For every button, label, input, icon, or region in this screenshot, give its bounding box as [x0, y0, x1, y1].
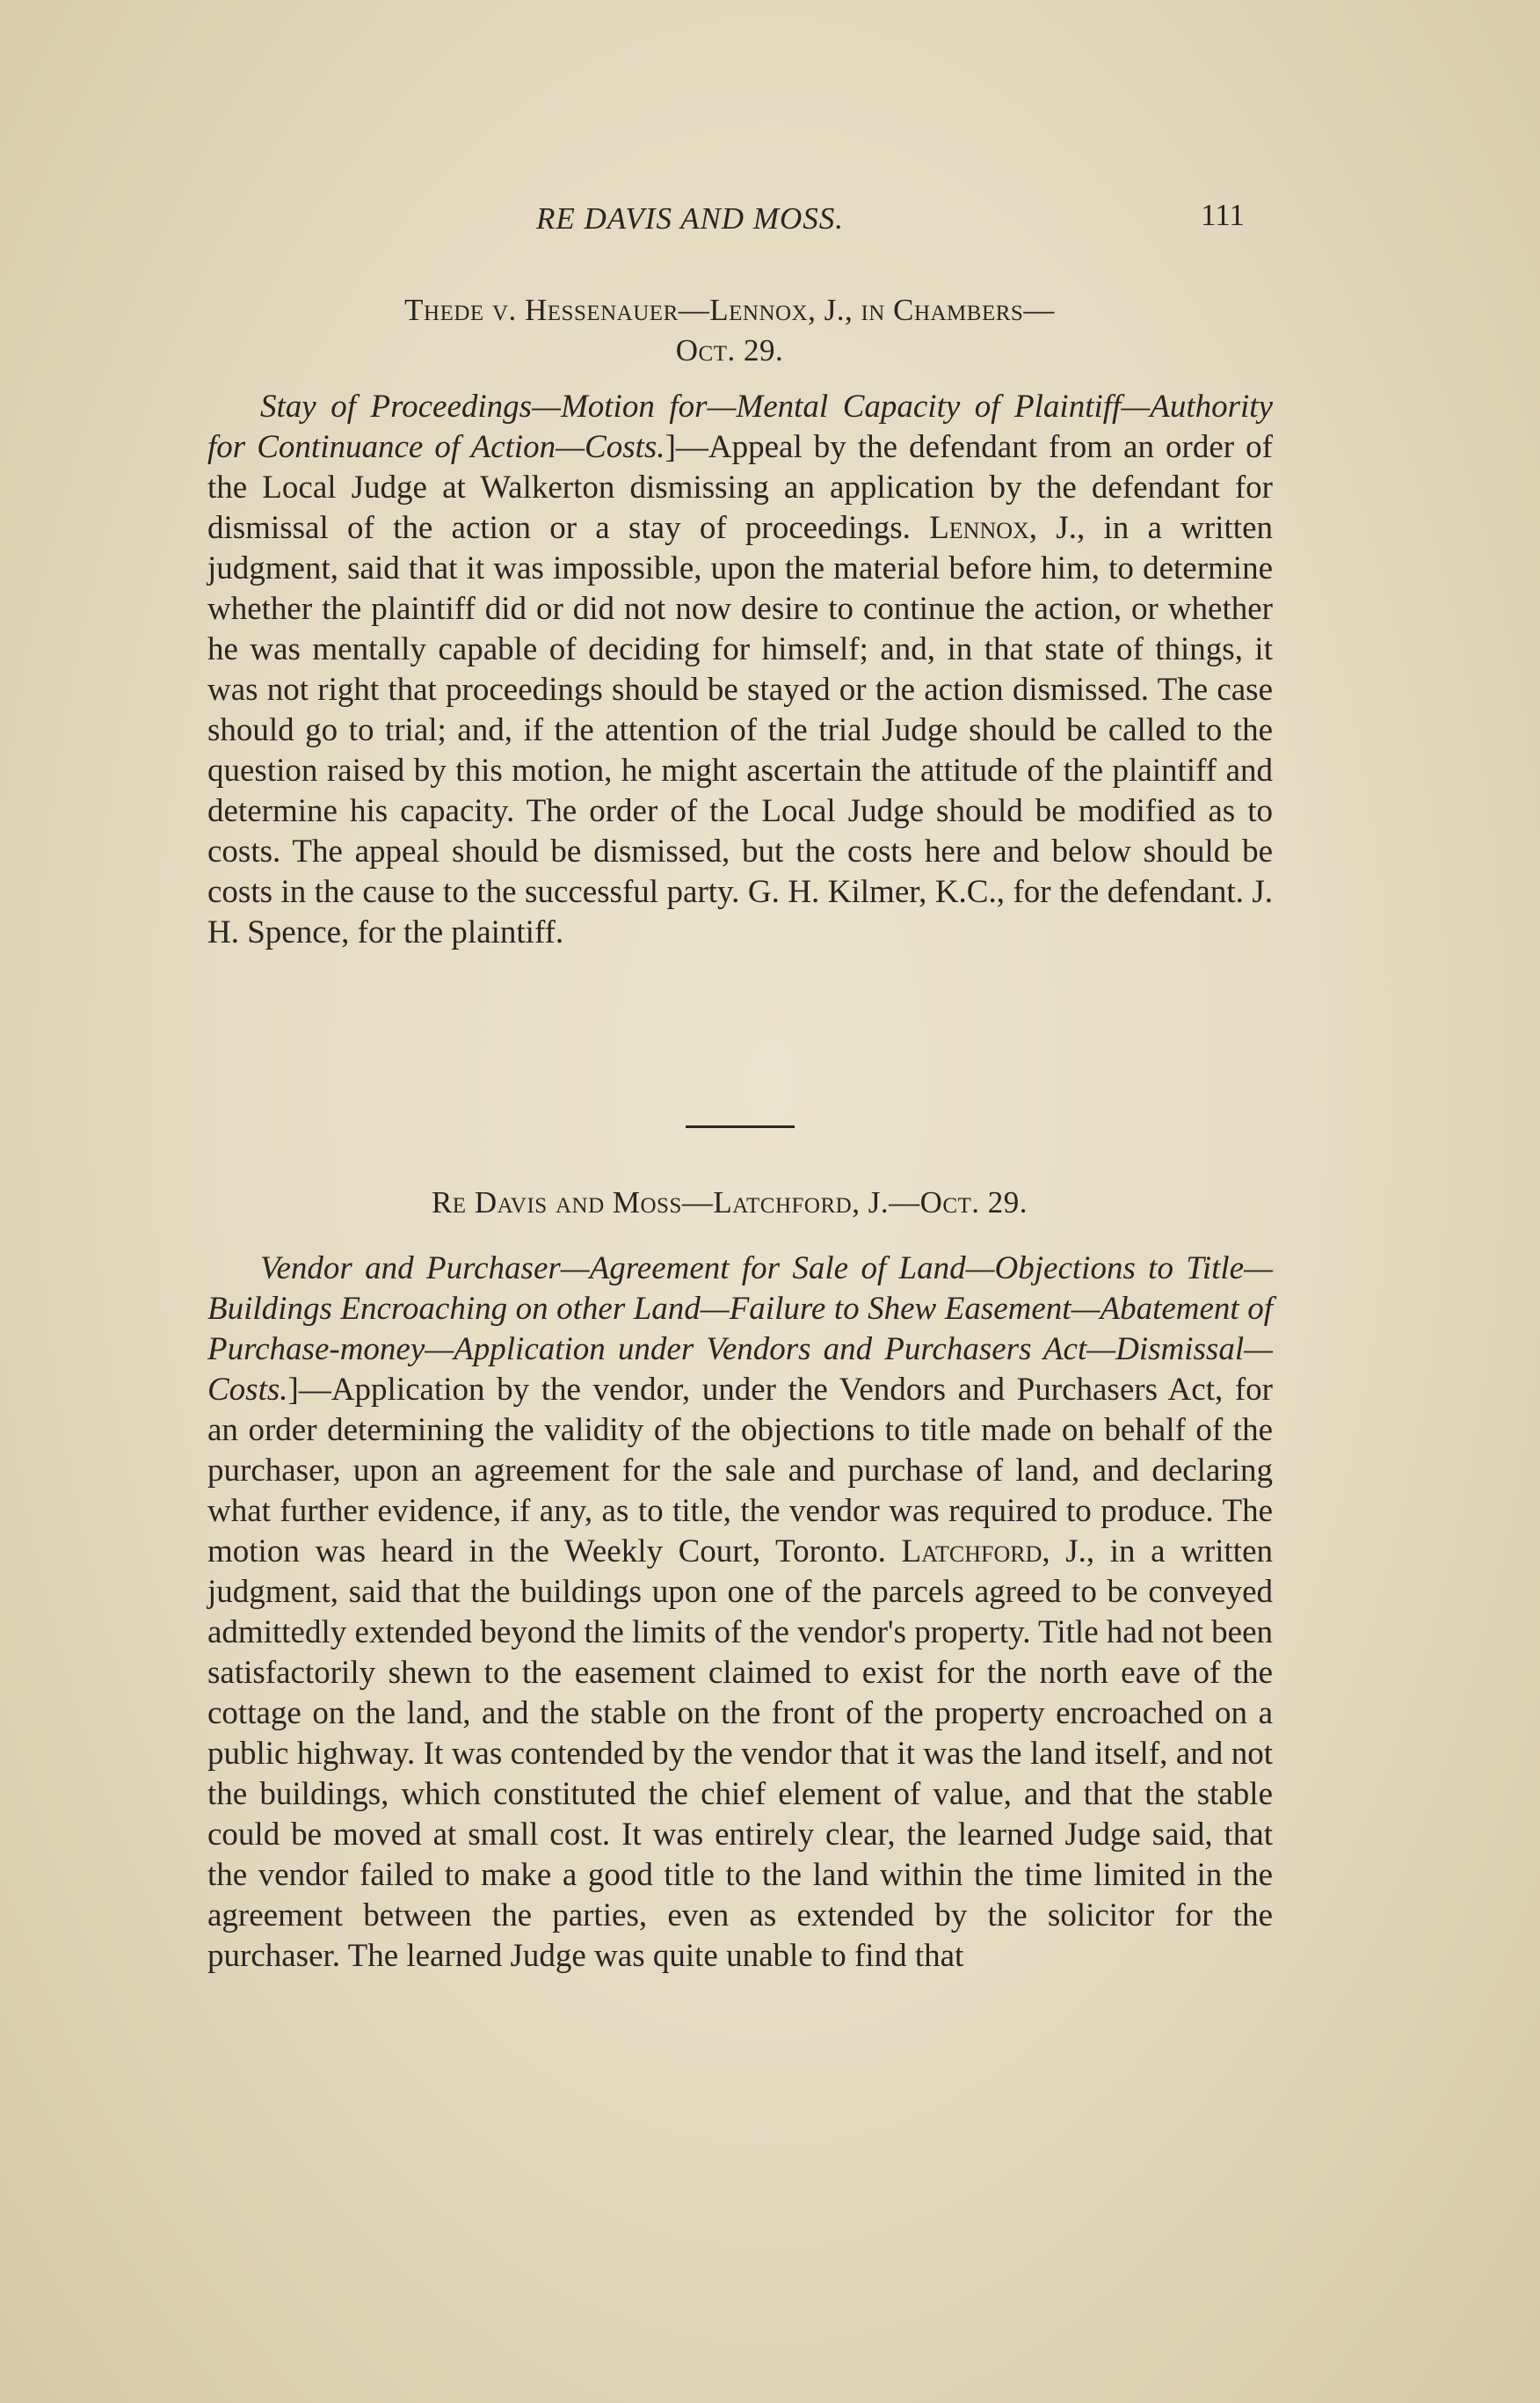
page-number: 111 [1201, 198, 1245, 232]
section-divider [686, 1125, 795, 1128]
case-heading-date: Oct. 29. [675, 333, 784, 368]
case-heading-davis-moss: Re Davis and Moss—Latchford, J.—Oct. 29. [431, 1185, 1028, 1220]
body-text-part: ]—Application by the vendor, under the Vendors and Purchasers Act, for an order determining the validity of the objections to title made on behalf of the purchaser, upon an agreement for the sale and purchase of land, and declaring what further evidence, if any, as to title, the vendor was required to produce. The motion was heard in the Weekly Court, Toronto. [207, 1372, 1273, 1569]
running-title: RE DAVIS AND MOSS. [536, 201, 845, 236]
case-heading-line: Thede v. Hessenauer—Lennox, J., in Chambers— [404, 293, 1055, 327]
catchwords: Vendor and Purchaser—Agreement for Sale of Land—Objections to Title—Buildings Encroaching on other Land—Failure to Shew Easement—Abatement of Purchase-money—Application under Vendors and Purchasers Act—Dismissal—Costs. [207, 1250, 1273, 1408]
judge-name: Latchford [901, 1533, 1042, 1569]
body-text-part: ]—Appeal by the defendant from an order of the Local Judge at Walkerton dismissing an application by the defendant for dismissal of the action or a stay of proceedings. [207, 429, 1273, 546]
body-text-part: , J., in a written judgment, said that it was impossible, upon the material before him, to determine whether the plaintiff did or did not now desire to continue the action, or whether he was mentally capable of deciding for himself; and, in that state of things, it was not right that proceedings should be stayed or the action dismissed. The case should go to trial; and, if the attention of the trial Judge should be called to the question raised by this motion, he might ascertain the attitude of the plaintiff and determine his capacity. The order of the Local Judge should be modified as to costs. The appeal should be dismissed, but the costs here and below should be costs in the cause to the successful party. G. H. Kilmer, K.C., for the defendant. J. H. Spence, for the plaintiff. [207, 510, 1273, 950]
catchwords: Stay of Proceedings—Motion for—Mental Capacity of Plaintiff—Authority for Continuance of Action—Costs. [207, 389, 1273, 465]
running-head [0, 198, 1540, 251]
judge-name: Lennox [929, 510, 1029, 546]
case-body-davis-moss [207, 1249, 1273, 1977]
body-text-part: , J., in a written judgment, said that the buildings upon one of the parcels agreed to be conveyed admittedly extended beyond the limits of the vendor's property. Title had not been satisfactorily shewn to the easement claimed to exist for the north eave of the cottage on the land, and the stable on the front of the property encroached on a public highway. It was contended by the vendor that it was the land itself, and not the buildings, which constituted the chief element of value, and that the stable could be moved at small cost. It was entirely clear, the learned Judge said, that the vendor failed to make a good title to the land within the time limited in the agreement between the parties, even as extended by the solicitor for the purchaser. The learned Judge was quite unable to find that [207, 1533, 1273, 1974]
case-heading-thede [202, 290, 1257, 371]
case-body-thede [207, 387, 1273, 953]
